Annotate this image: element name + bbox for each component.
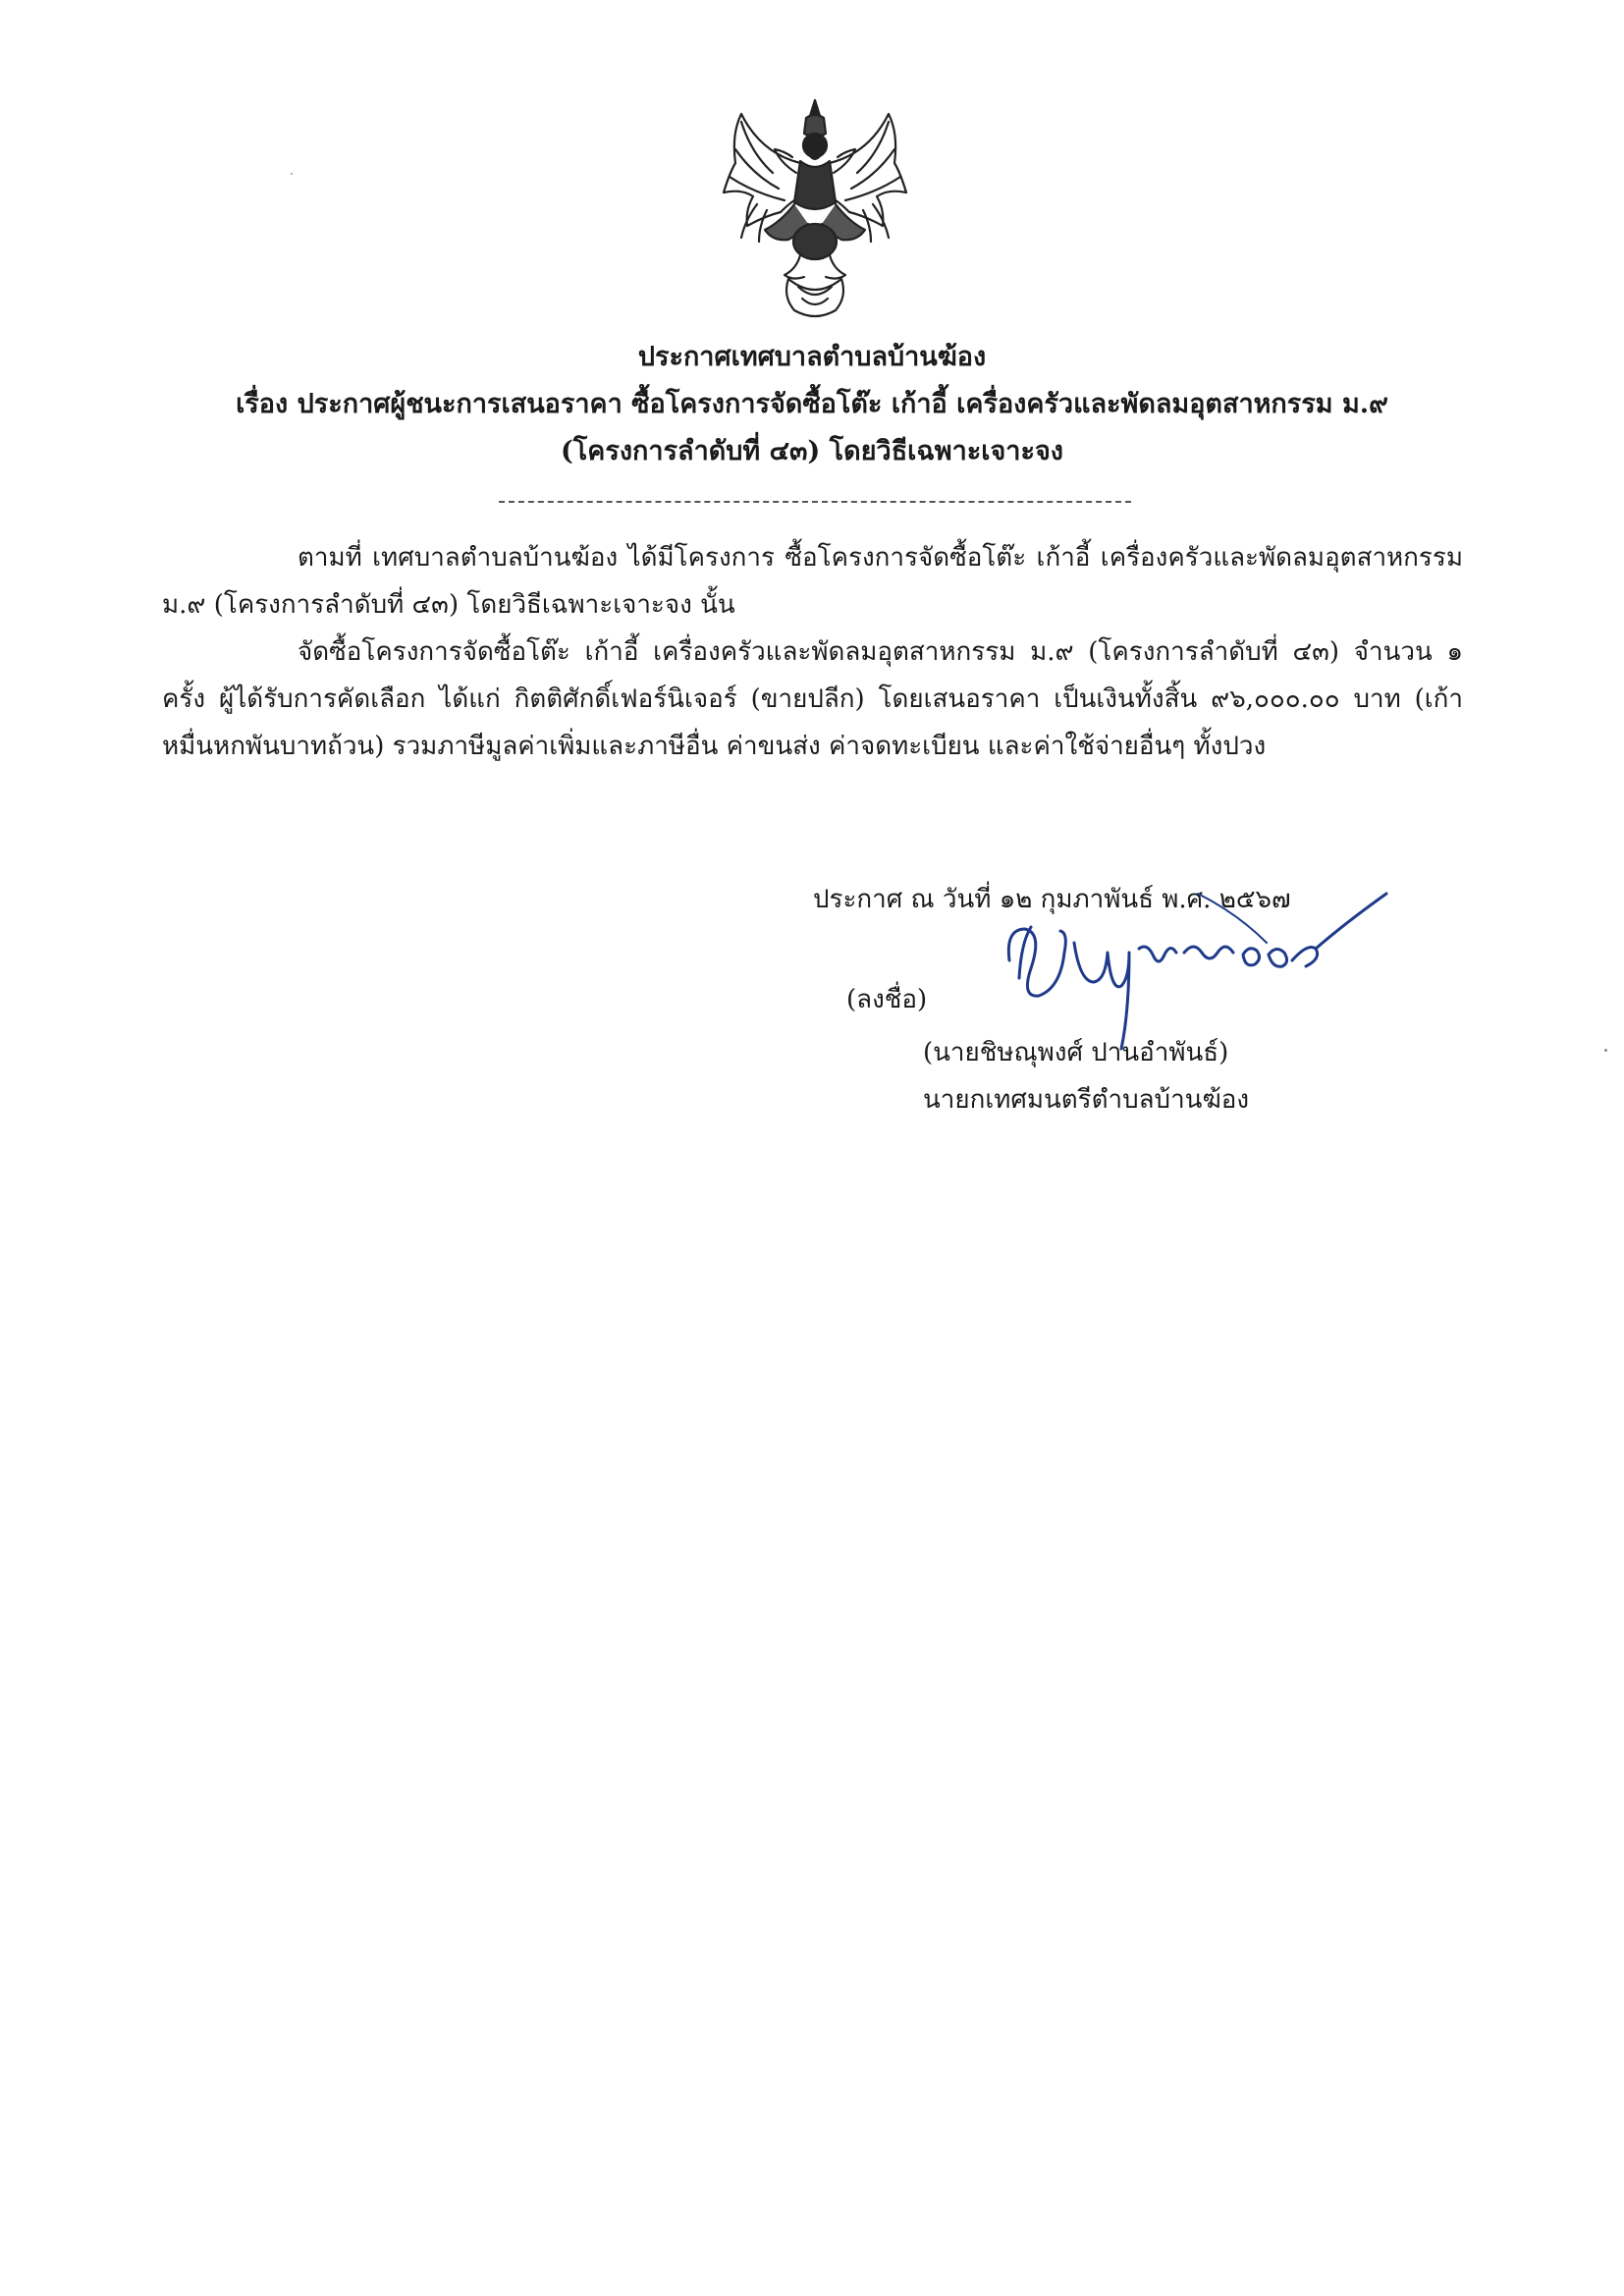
body-paragraph-2: จัดซื้อโครงการจัดซื้อโต๊ะ เก้าอี้ เครื่องครัวและพัดลมอุตสาหกรรม ม.๙ (โครงการลำดับที่ ๔๓) จำนวน ๑ ครั้ง ผู้ได้รับการคัดเลือก ได้แก่ กิตติศักดิ์เฟอร์นิเจอร์ (ขายปลีก) โดยเสนอราคา เป็นเงินทั้งสิ้น ๙๖,๐๐๐.๐๐ บาท (เก้าหมื่นหกพันบาทถ้วน) รวมภาษีมูลค่าเพิ่มและภาษีอื่น ค่าขนส่ง ค่าจดทะเบียน และค่าใช้จ่ายอื่นๆ ทั้งปวง	[162, 637, 1463, 761]
announcement-title: ประกาศเทศบาลตำบลบ้านฆ้อง	[637, 342, 987, 372]
announcement-date: ประกาศ ณ วันที่ ๑๒ กุมภาพันธ์ พ.ศ. ๒๕๖๗	[813, 885, 1291, 914]
handwritten-signature	[992, 884, 1404, 1061]
signer-position: นายกเทศมนตรีตำบลบ้านฆ้อง	[923, 1085, 1250, 1115]
announcement-subject: เรื่อง ประกาศผู้ชนะการเสนอราคา ซื้อโครงการจัดซื้อโต๊ะ เก้าอี้ เครื่องครัวและพัดลมอุตสาหกรรม ม.๙	[236, 389, 1388, 419]
signed-label: (ลงชื่อ)	[846, 985, 928, 1014]
title-divider	[499, 501, 1131, 503]
garuda-emblem-icon	[702, 94, 928, 328]
body-paragraph-1: ตามที่ เทศบาลตำบลบ้านฆ้อง ได้มีโครงการ ซื้อโครงการจัดซื้อโต๊ะ เก้าอี้ เครื่องครัวและพัดลมอุตสาหกรรม ม.๙ (โครงการลำดับที่ ๔๓) โดยวิธีเฉพาะเจาะจง นั้น	[162, 543, 1463, 620]
signer-name: (นายชิษณุพงศ์ ปานอำพันธ์)	[923, 1038, 1229, 1067]
scan-speck	[291, 173, 293, 175]
scan-speck	[1604, 1049, 1607, 1052]
announcement-subject-continued: (โครงการลำดับที่ ๔๓) โดยวิธีเฉพาะเจาะจง	[561, 436, 1063, 466]
